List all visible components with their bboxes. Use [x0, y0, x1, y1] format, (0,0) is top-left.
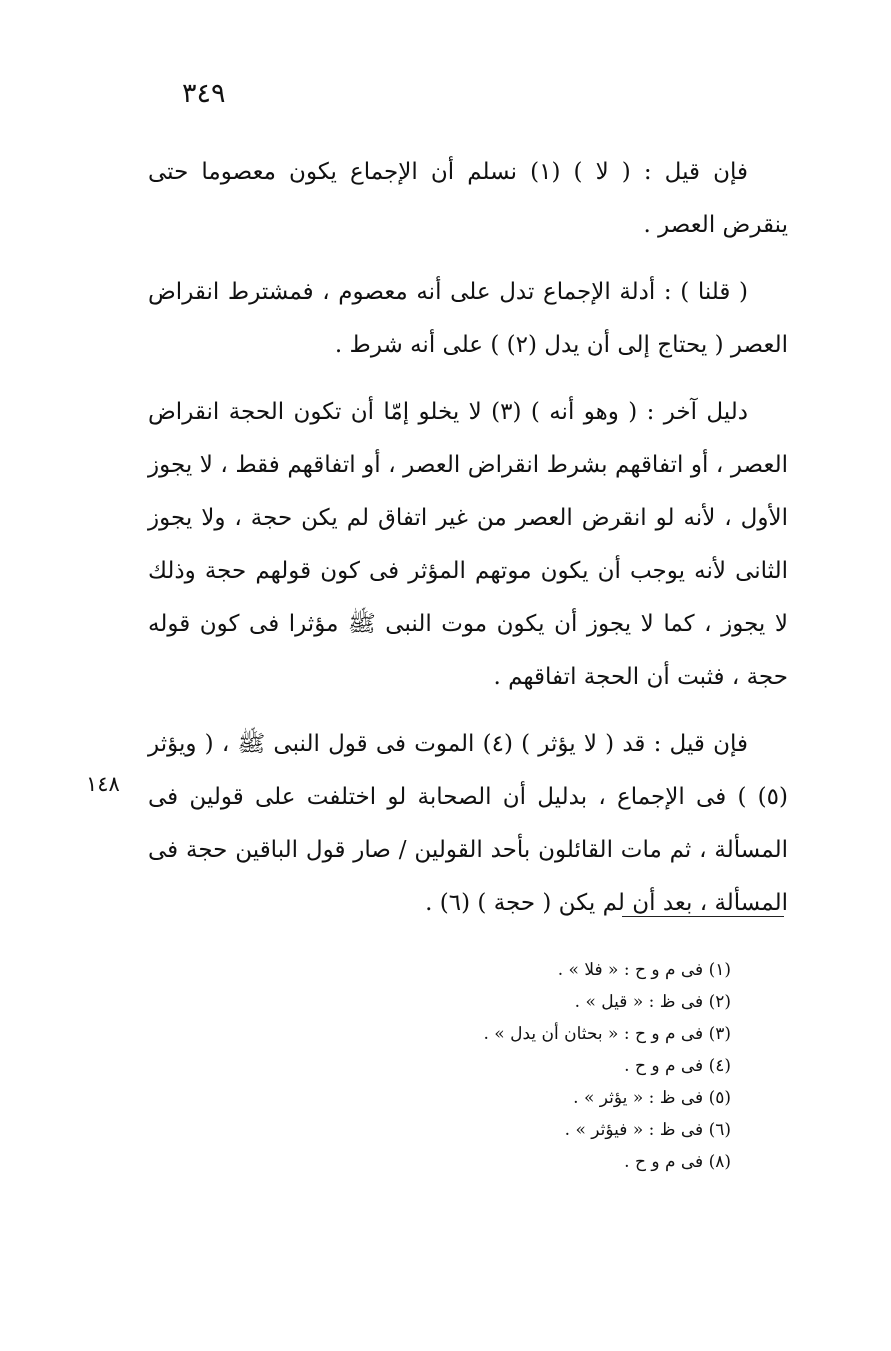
footnote-3: (٣) فى م و ح : « بحثان أن يدل » .	[483, 1024, 731, 1044]
manuscript-folio-number: ١٤٨	[86, 772, 120, 796]
paragraph-3: دليل آخر : ( وهو أنه ) (٣) لا يخلو إمّا أن تكون الحجة انقراض العصر ، أو اتفاقهم بشرط انقراض العصر ، أو اتفاقهم فقط ، لا يجوز الأول ، لأنه لو انقرض العصر من غير اتفاق لم يكن حجة ، ولا يجوز الثانى لأنه يوجب أن يكون موتهم المؤثر فى كون قولهم حجة وذلك لا يجوز ، كما لا يجوز أن يكون موت النبى ﷺ مؤثرا فى كون قوله حجة ، فثبت أن الحجة اتفاقهم .	[148, 399, 788, 690]
main-text	[148, 146, 788, 944]
footnote-2: (٢) فى ظ : « قيل » .	[574, 992, 731, 1012]
footnote-6: (٦) فى ظ : « فيؤثر » .	[564, 1120, 731, 1140]
paragraph-2: ( قلنا ) : أدلة الإجماع تدل على أنه معصوم ، فمشترط انقراض العصر ( يحتاج إلى أن يدل (٢) ) على أنه شرط .	[148, 279, 788, 358]
footnote-5: (٥) فى ظ : « يؤثر » .	[573, 1088, 731, 1108]
footnote-4: (٤) فى م و ح .	[624, 1056, 731, 1076]
paragraph-1: فإن قيل : ( لا ) (١) نسلم أن الإجماع يكون معصوما حتى ينقرض العصر .	[148, 159, 788, 238]
footnote-7: (٨) فى م و ح .	[624, 1152, 731, 1172]
page-number: ٣٤٩	[182, 78, 226, 109]
footnote-divider	[622, 916, 784, 917]
footnote-1: (١) فى م و ح : « فلا » .	[557, 960, 731, 980]
footnotes-list	[251, 954, 731, 1178]
paragraph-4: فإن قيل : قد ( لا يؤثر ) (٤) الموت فى قول النبى ﷺ ، ( ويؤثر (٥) ) فى الإجماع ، بدليل أن الصحابة لو اختلفت على قولين فى المسألة ، ثم مات القائلون بأحد القولين / صار قول الباقين حجة فى المسألة ، بعد أن لم يكن ( حجة ) (٦) .	[148, 731, 788, 916]
